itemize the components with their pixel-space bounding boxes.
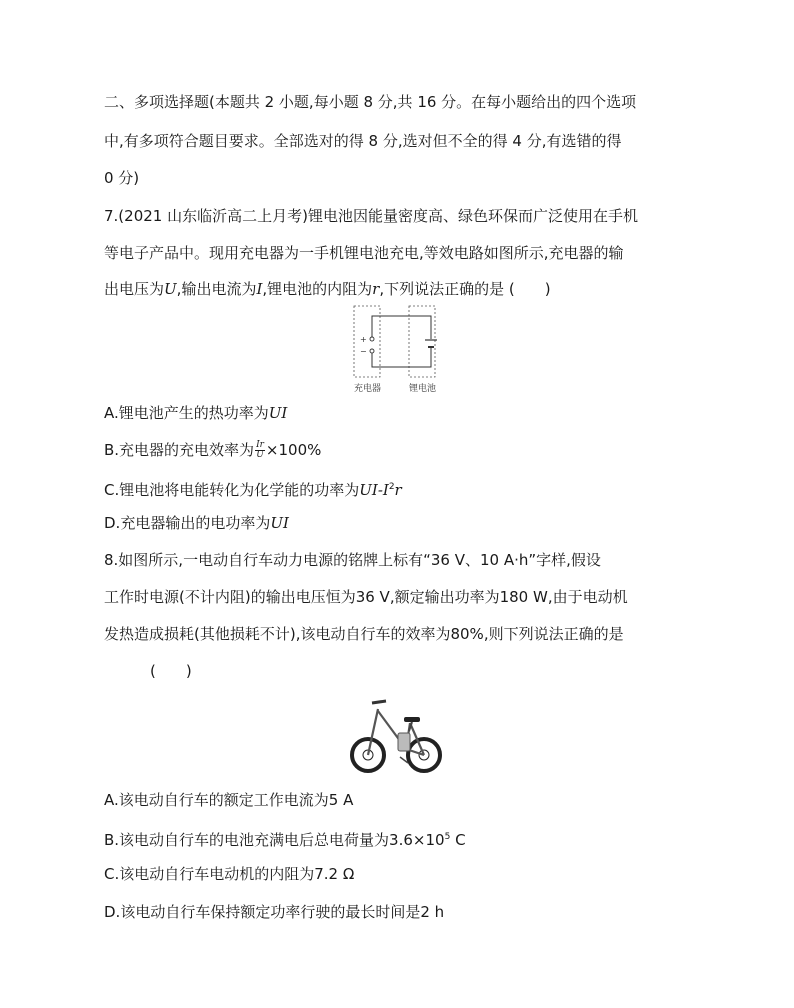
q8-stem-line-1: 8.如图所示,一电动自行车动力电源的铭牌上标有“36 V、10 A·h”字样,假设 (104, 551, 601, 569)
variable-U: U (164, 280, 177, 298)
q8-stem-line-2: 工作时电源(不计内阻)的输出电压恒为36 V,额定输出功率为180 W,由于电动机 (104, 588, 628, 606)
option-text: B.充电器的充电效率为 (104, 441, 255, 459)
q8-option-a: A.该电动自行车的额定工作电流为5 A (104, 791, 354, 809)
section-header-line-2: 中,有多项符合题目要求。全部选对的得 8 分,选对但不全的得 4 分,有选错的得 (104, 132, 622, 150)
efficiency-fraction (255, 441, 265, 460)
variable-I: I (256, 280, 263, 298)
option-text: A.锂电池产生的热功率为 (104, 404, 269, 422)
circuit-diagram (350, 303, 446, 395)
variable-r: r (372, 280, 380, 298)
q7-stem-line-2: 等电子产品中。现用充电器为一手机锂电池充电,等效电路如图所示,充电器的输 (104, 244, 624, 262)
handlebar (372, 701, 386, 703)
q7-answer-blank: ,下列说法正确的是 ( ) (379, 280, 551, 298)
fraction-denominator: U (256, 450, 264, 460)
q7-option-c (104, 477, 402, 500)
option-text: B.该电动自行车的电池充满电后总电荷量为3.6×10 (104, 831, 445, 849)
exponent: 5 (444, 832, 451, 842)
q7-text: 出电压为 (104, 280, 165, 298)
option-expr: r (394, 481, 402, 499)
section-header-line-3: 0 分) (104, 169, 140, 187)
section-header-line-1: 二、多项选择题(本题共 2 小题,每小题 8 分,共 16 分。在每小题给出的四个选项 (104, 93, 637, 111)
label-battery: 锂电池 (409, 384, 437, 394)
option-text: C.锂电池将电能转化为化学能的功率为 (104, 481, 360, 499)
q7-stem-line-3 (104, 279, 551, 299)
circuit-wire-bottom (372, 348, 431, 367)
charger-box (354, 306, 380, 377)
option-suffix: ×100% (265, 441, 322, 459)
electric-bicycle-illustration (348, 693, 444, 777)
plus-sign: + (360, 335, 367, 344)
bike-frame (368, 709, 424, 755)
q7-text: ,锂电池的内阻为 (262, 280, 373, 298)
q8-answer-blank: ( ) (150, 662, 192, 680)
exponent: 2 (388, 482, 395, 492)
q8-option-c: C.该电动自行车电动机的内阻为7.2 Ω (104, 865, 355, 883)
minus-sign: − (360, 347, 367, 356)
q8-option-d: D.该电动自行车保持额定功率行驶的最长时间是2 h (104, 903, 445, 921)
battery-pack (398, 733, 410, 751)
terminal-positive (370, 337, 374, 341)
option-expr: UI (268, 404, 288, 422)
q7-option-b (104, 440, 321, 460)
option-text: D.充电器输出的电功率为 (104, 514, 271, 532)
fraction-numerator: Ir (256, 440, 264, 450)
q7-option-a (104, 403, 287, 423)
q8-stem-line-3: 发热造成损耗(其他损耗不计),该电动自行车的效率为80%,则下列说法正确的是 (104, 625, 624, 643)
q8-option-b (104, 827, 466, 850)
bike-wheels (352, 739, 440, 771)
option-expr: UI (270, 514, 289, 532)
option-unit: C (450, 831, 466, 849)
q7-option-d (104, 513, 289, 533)
circuit-wire-top (372, 316, 431, 339)
terminal-negative (370, 349, 374, 353)
q7-text: ,输出电流为 (176, 280, 257, 298)
option-expr: UI-I (359, 481, 389, 499)
seat (404, 717, 420, 722)
label-charger: 充电器 (354, 384, 382, 394)
q7-stem-line-1: 7.(2021 山东临沂高二上月考)锂电池因能量密度高、绿色环保而广泛使用在手机 (104, 207, 638, 225)
